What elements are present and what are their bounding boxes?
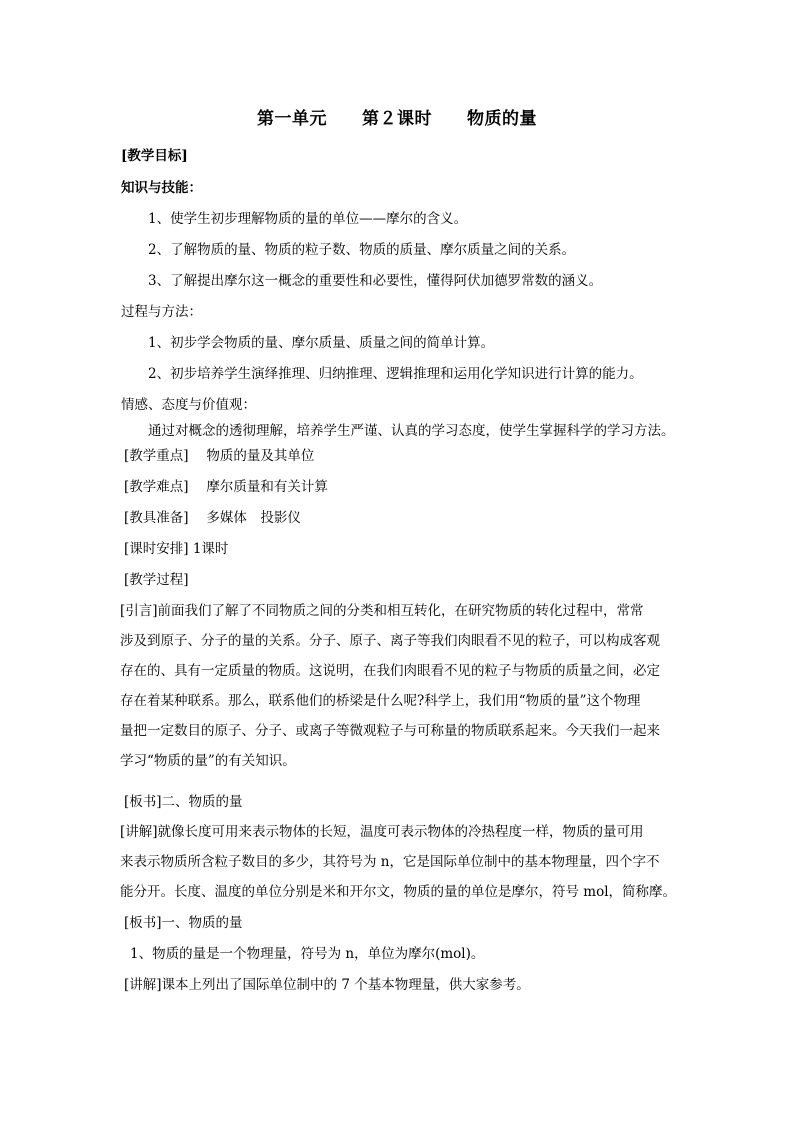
- intro-paragraph: [120, 596, 680, 776]
- intro-line: 存在的、具有一定质量的物质。这说明，在我们肉眼看不见的粒子与物质的质量之间，必定: [120, 663, 660, 679]
- process-item-1: 1、初步学会物质的量、摩尔质量、质量之间的简单计算。: [148, 335, 495, 351]
- intro-line: 量把一定数目的原子、分子、或离子等微观粒子与可称量的物质联系起来。今天我们一起来: [120, 723, 660, 739]
- explain-paragraph: [120, 817, 680, 907]
- page-title: 第一单元 第２课时 物质的量: [257, 109, 537, 129]
- board-note-1: [板书]二、物质的量: [124, 794, 243, 810]
- intro-line: [引言]前面我们了解了不同物质之间的分类和相互转化，在研究物质的转化过程中，常常: [120, 603, 644, 619]
- intro-line: 存在着某种联系。那么，联系他们的桥梁是什么呢?科学上，我们用“物质的量”这个物理: [120, 693, 641, 709]
- process-heading: 过程与方法：: [121, 304, 202, 320]
- board-note-2: [板书]一、物质的量: [124, 915, 243, 931]
- schedule: [课时安排] 1课时: [124, 541, 229, 557]
- tools: [教具准备] 多媒体 投影仪: [124, 510, 301, 526]
- knowledge-heading: 知识与技能：: [121, 180, 202, 196]
- explain-line: [讲解]就像长度可用来表示物体的长短，温度可表示物体的冷热程度一样，物质的量可用: [120, 824, 644, 840]
- objectives-heading: [教学目标]: [121, 148, 188, 164]
- explain-note-2: [讲解]课本上列出了国际单位制中的 7 个基本物理量，供大家参考。: [124, 977, 530, 993]
- process-label: [教学过程]: [124, 572, 189, 588]
- intro-line: 涉及到原子、分子的量的关系。分子、原子、离子等我们肉眼看不见的粒子，可以构成客观: [120, 633, 660, 649]
- knowledge-item-1: 1、使学生初步理解物质的量的单位——摩尔的含义。: [148, 211, 468, 227]
- emotion-heading: 情感、态度与价值观：: [121, 397, 256, 413]
- intro-line: 学习“物质的量”的有关知识。: [120, 753, 296, 769]
- knowledge-item-3: 3、了解提出摩尔这一概念的重要性和必要性，懂得阿伏加德罗常数的涵义。: [148, 273, 603, 289]
- difficulty: [教学难点] 摩尔质量和有关计算: [124, 479, 328, 495]
- process-item-2: 2、初步培养学生演绎推理、归纳推理、逻辑推理和运用化学知识进行计算的能力。: [148, 366, 643, 382]
- key-point: [教学重点] 物质的量及其单位: [124, 448, 315, 464]
- explain-line: 能分开。长度、温度的单位分别是米和开尔文，物质的量的单位是摩尔，符号 mol，简称摩。: [120, 884, 677, 900]
- knowledge-item-2: 2、了解物质的量、物质的粒子数、物质的质量、摩尔质量之间的关系。: [148, 242, 576, 258]
- explain-line: 来表示物质所含粒子数目的多少，其符号为 n，它是国际单位制中的基本物理量，四个字不: [120, 854, 660, 870]
- emotion-text: 通过对概念的透彻理解，培养学生严谨、认真的学习态度，使学生掌握科学的学习方法。: [148, 423, 675, 439]
- definition-item-1: 1、物质的量是一个物理量，符号为 n，单位为摩尔(mol)。: [130, 946, 485, 962]
